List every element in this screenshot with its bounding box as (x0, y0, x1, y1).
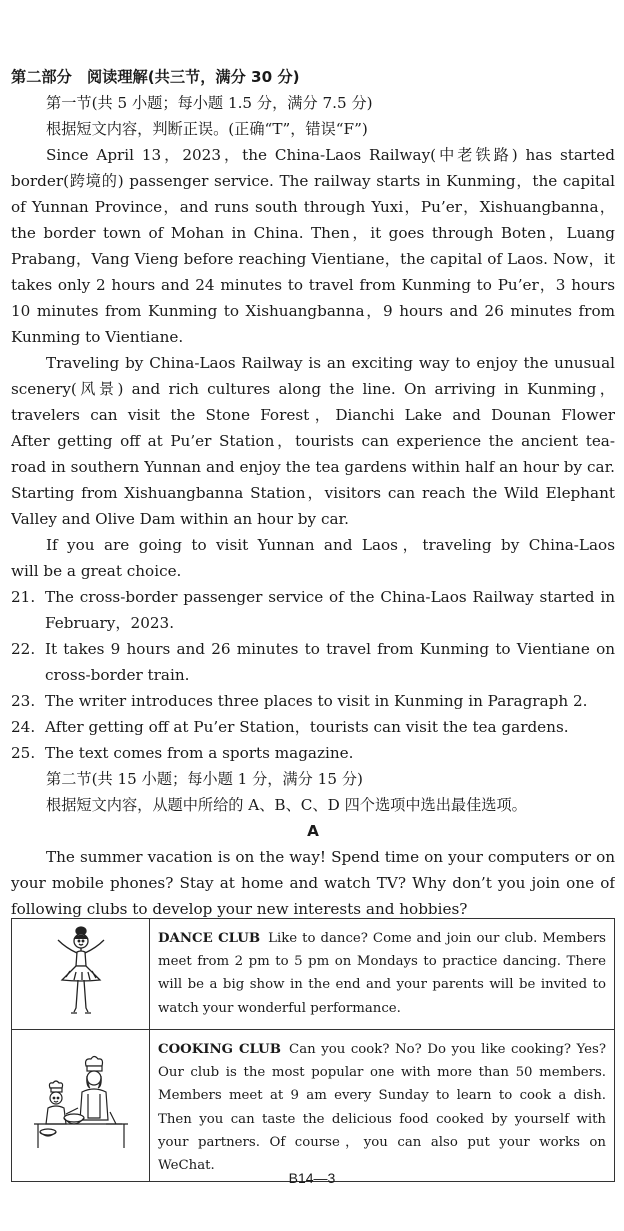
passage-line: After getting off at Pu’er Station，tourists can experience the ancient tea- (11, 432, 615, 450)
passage-line: 10 minutes from Kunming to Xishuangbanna，9 hours and 26 minutes from (11, 302, 615, 320)
passage-line: Kunming to Vientiane. (11, 328, 184, 346)
dance-club-cell (150, 919, 615, 1030)
passage-line: the border town of Mohan in China. Then，it goes through Boten，Luang (11, 224, 615, 242)
passage-line: border(跨境的) passenger service. The railway starts in Kunming，the capital (11, 172, 615, 190)
passage-letter: A (307, 822, 319, 840)
passage-line: takes only 2 hours and 24 minutes to travel from Kunming to Pu’er，3 hours (11, 276, 615, 294)
question-23 (11, 688, 615, 714)
part1-heading: 第一节(共 5 小题；每小题 1.5 分，满分 7.5 分) (46, 94, 373, 112)
passage-line: The summer vacation is on the way! Spend time on your computers or on (46, 848, 615, 866)
question-text: It takes 9 hours and 26 minutes to travel from Kunming to Vientiane on (45, 640, 615, 658)
passage-line: Traveling by China-Laos Railway is an exciting way to enjoy the unusual (46, 354, 615, 372)
question-number: 25. (11, 744, 36, 762)
passage-line: Starting from Xishuangbanna Station，visitors can reach the Wild Elephant (11, 484, 615, 502)
passage-line: Prabang，Vang Vieng before reaching Vientiane，the capital of Laos. Now，it (11, 250, 615, 268)
part2-instruction: 根据短文内容，从题中所给的 A、B、C、D 四个选项中选出最佳选项。 (46, 796, 527, 814)
question-25 (11, 740, 615, 766)
cooking-club-cell (150, 1030, 615, 1182)
passage-line: will be a great choice. (11, 562, 182, 580)
question-22 (11, 636, 615, 662)
question-text: The text comes from a sports magazine. (45, 744, 354, 762)
club-name: COOKING CLUB (158, 1042, 282, 1057)
passage-line: road in southern Yunnan and enjoy the tea gardens within half an hour by car. (11, 458, 615, 476)
question-number: 24. (11, 718, 36, 736)
question-number: 23. (11, 692, 36, 710)
passage-line: If you are going to visit Yunnan and Laos，traveling by China-Laos (46, 536, 615, 554)
passage-line: Since April 13，2023，the China-Laos Railway(中老铁路) has started (46, 146, 615, 164)
passage-line: following clubs to develop your new interests and hobbies? (11, 900, 468, 918)
dance-illustration (12, 919, 150, 1030)
question-number: 22. (11, 640, 36, 658)
question-continuation: February，2023. (45, 614, 175, 632)
question-24 (11, 714, 615, 740)
part1-instruction: 根据短文内容，判断正误。(正确“T”，错误“F”) (46, 120, 368, 138)
table-row (12, 1030, 615, 1182)
question-text: The writer introduces three places to visit in Kunming in Paragraph 2. (45, 692, 588, 710)
cooking-family-icon (26, 1052, 136, 1156)
club-description: Like to dance? Come and join our club. Members meet from 2 pm to 5 pm on Mondays to practice dancing. There will be a big show in the end and your parents will be invited to watch your wonderful performance. (158, 931, 607, 1016)
club-description: Can you cook? No? Do you like cooking? Yes? Our club is the most popular one with more than 50 members. Members meet at 9 am every Sunday to learn to cook a dish. Then you can taste the delicious food cooked by yourself with your partners. Of course，you can also put your works on WeChat. (158, 1042, 606, 1174)
section-title: 第二部分 阅读理解(共三节，满分 30 分) (11, 68, 300, 86)
clubs-table (11, 918, 615, 1182)
passage-line: travelers can visit the Stone Forest，Dianchi Lake and Dounan Flower (11, 406, 615, 424)
question-21 (11, 584, 615, 610)
part2-heading: 第二节(共 15 小题；每小题 1 分，满分 15 分) (46, 770, 363, 788)
question-continuation: cross-border train. (45, 666, 190, 684)
question-text: The cross-border passenger service of the China-Laos Railway started in (45, 588, 615, 606)
passage-line: Valley and Olive Dam within an hour by car. (11, 510, 349, 528)
cooking-illustration (12, 1030, 150, 1182)
club-name: DANCE CLUB (158, 931, 261, 946)
page-footer: B14—3 (288, 1170, 336, 1186)
question-number: 21. (11, 588, 36, 606)
passage-line: scenery(风景) and rich cultures along the line. On arriving in Kunming， (11, 380, 615, 398)
ballerina-icon (36, 920, 126, 1024)
table-row (12, 919, 615, 1030)
passage-line: your mobile phones? Stay at home and watch TV? Why don’t you join one of (11, 874, 615, 892)
passage-line: of Yunnan Province，and runs south through Yuxi，Pu’er，Xishuangbanna， (11, 198, 615, 216)
question-text: After getting off at Pu’er Station，tourists can visit the tea gardens. (45, 718, 569, 736)
